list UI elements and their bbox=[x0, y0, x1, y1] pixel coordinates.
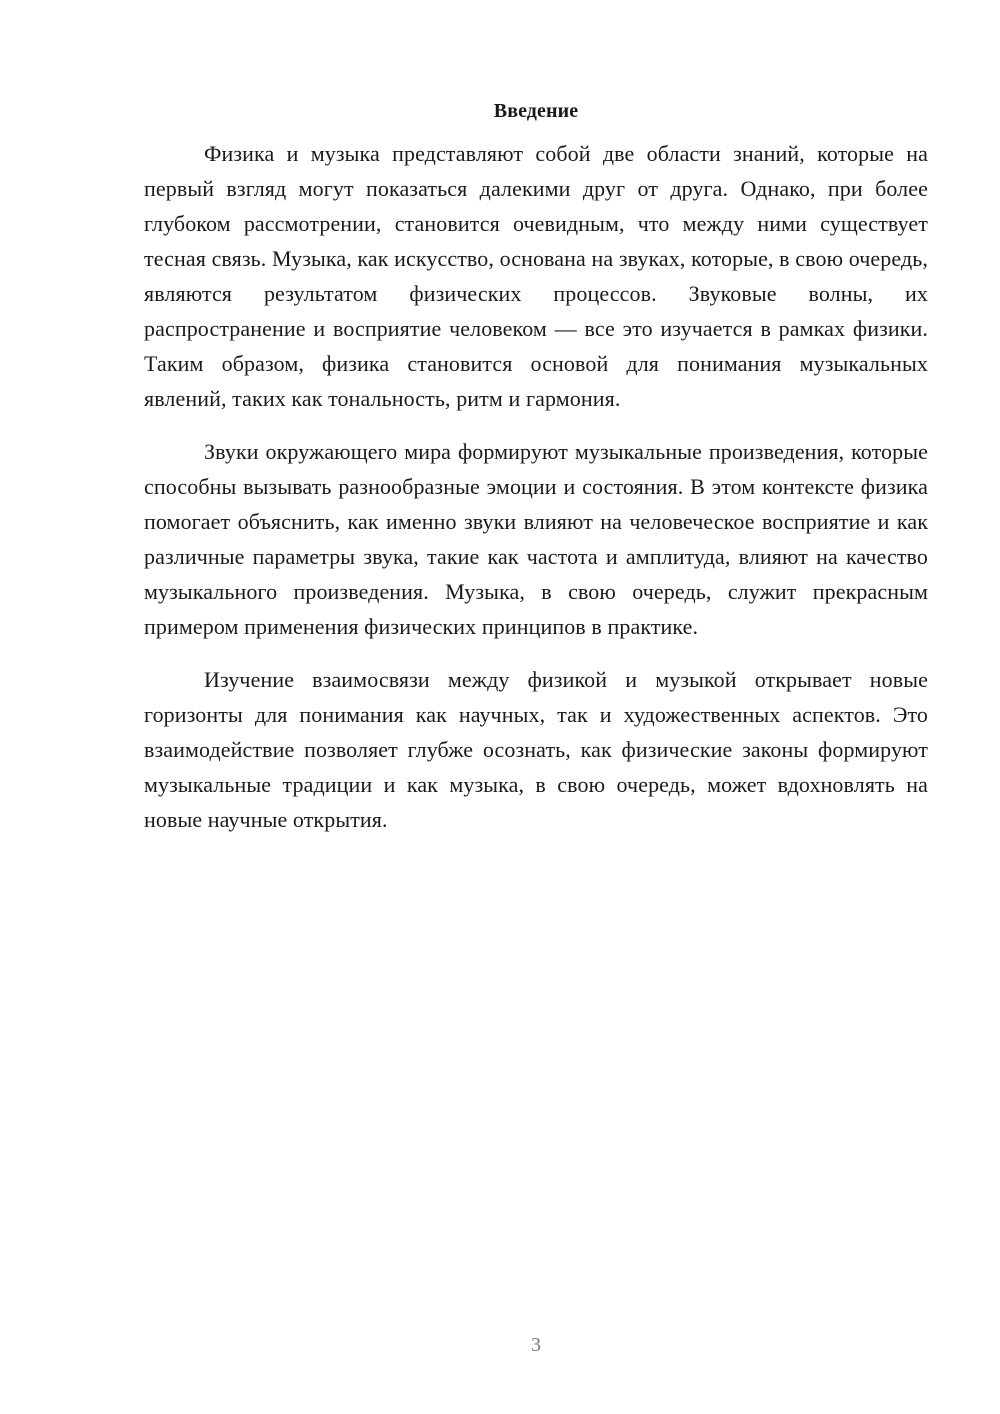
paragraph-3: Изучение взаимосвязи между физикой и музыкой открывает новые горизонты для понимания как научных, так и художественных аспектов. Это взаимодействие позволяет глубже осознать, как физические законы формируют музыкальные традиции и как музыка, в свою очередь, может вдохновлять на новые научные открытия. bbox=[144, 667, 928, 832]
section-heading: Введение bbox=[493, 100, 579, 122]
paragraph-1: Физика и музыка представляют собой две области знаний, которые на первый взгляд могут показаться далекими друг от друга. Однако, при более глубоком рассмотрении, становится очевидным, что между ними существует тесная связь. Музыка, как искусство, основана на звуках, которые, в свою очередь, являются результатом физических процессов. Звуковые волны, их распространение и восприятие человеком — все это изучается в рамках физики. Таким образом, физика становится основой для понимания музыкальных явлений, таких как тональность, ритм и гармония. bbox=[144, 141, 928, 411]
page-number: 3 bbox=[531, 1334, 541, 1356]
paragraph-2: Звуки окружающего мира формируют музыкальные произведения, которые способны вызывать разнообразные эмоции и состояния. В этом контексте физика помогает объяснить, как именно звуки влияют на человеческое восприятие и как различные параметры звука, такие как частота и амплитуда, влияют на качество музыкального произведения. Музыка, в свою очередь, служит прекрасным примером применения физических принципов в практике. bbox=[144, 439, 928, 639]
page-content bbox=[144, 96, 928, 855]
